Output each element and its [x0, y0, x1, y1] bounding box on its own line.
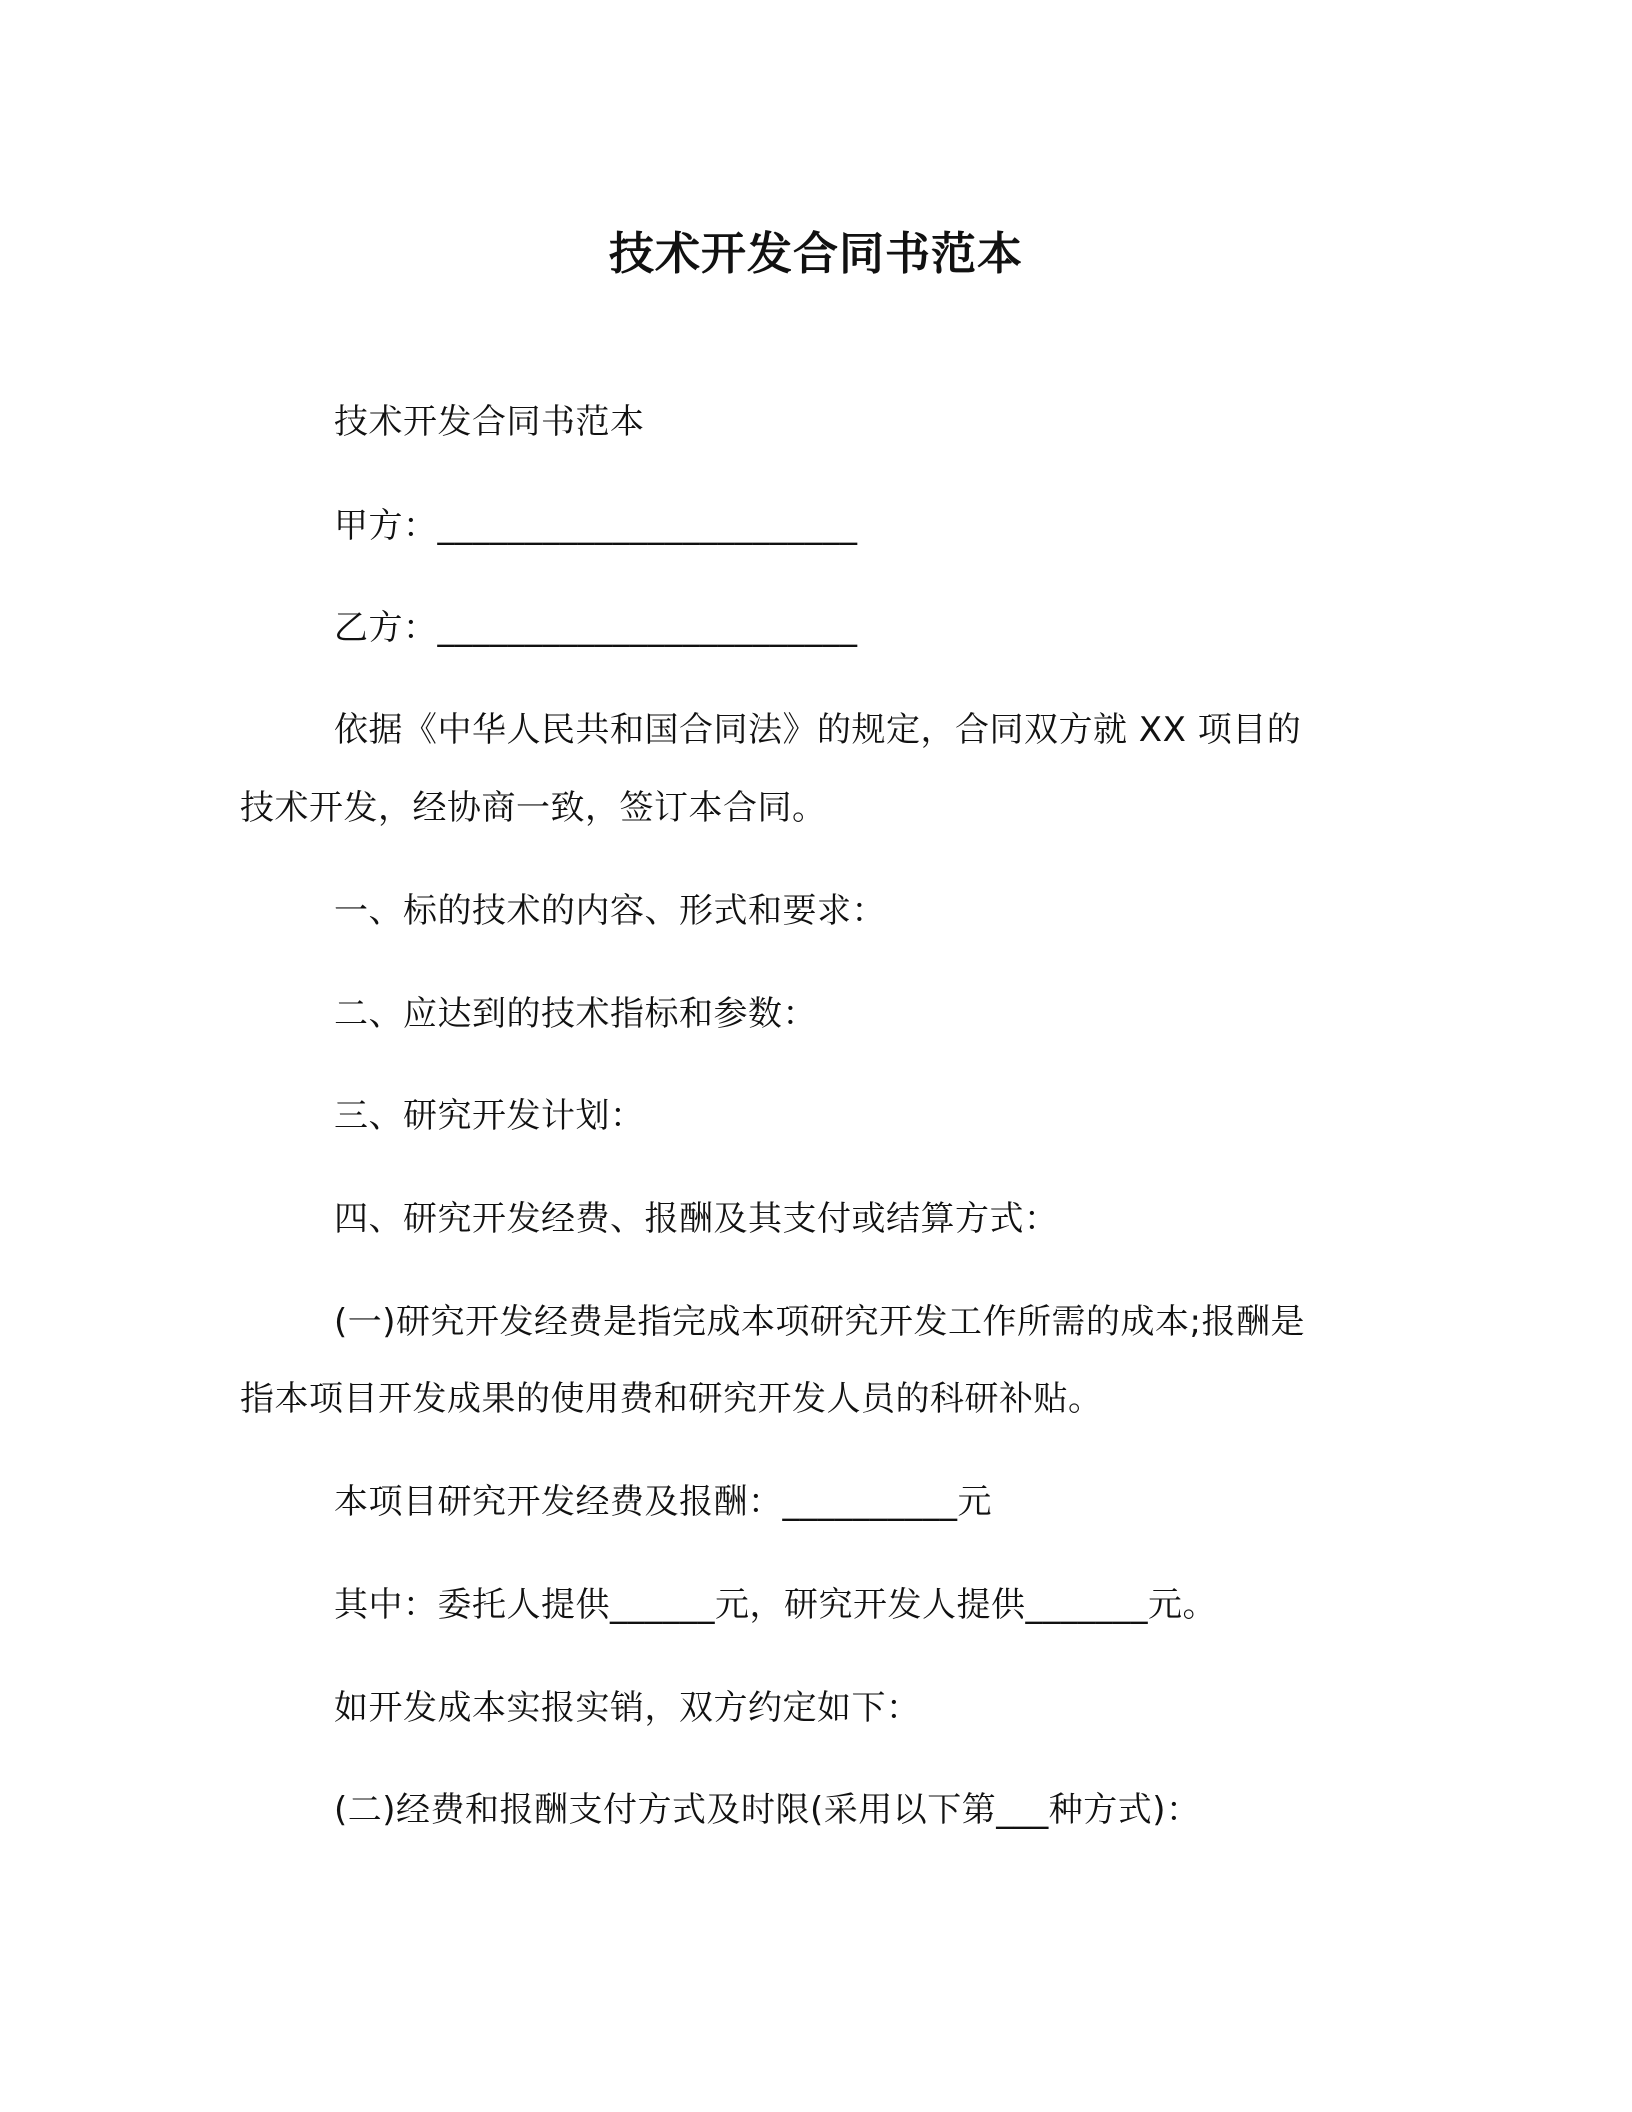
section-2-heading: 二、应达到的技术指标和参数： — [334, 994, 817, 1034]
reimbursement-line: 如开发成本实报实销，双方约定如下： — [334, 1688, 921, 1728]
section-3-heading: 三、研究开发计划： — [334, 1096, 645, 1136]
fee-total-line: 本项目研究开发经费及报酬：__________元 — [334, 1482, 992, 1522]
section-4-heading: 四、研究开发经费、报酬及其支付或结算方式： — [334, 1199, 1059, 1239]
document-title: 技术开发合同书范本 — [608, 227, 1023, 280]
item-1-line-1: (一)研究开发经费是指完成本项研究开发工作所需的成本;报酬是 — [334, 1302, 1305, 1342]
basis-paragraph-line-2: 技术开发，经协商一致，签订本合同。 — [240, 788, 827, 828]
party-b-line: 乙方：________________________ — [334, 608, 858, 648]
basis-paragraph-line-1: 依据《中华人民共和国合同法》的规定，合同双方就 XX 项目的 — [334, 710, 1302, 750]
section-1-heading: 一、标的技术的内容、形式和要求： — [334, 891, 886, 931]
fee-split-line: 其中：委托人提供______元，研究开发人提供_______元。 — [334, 1585, 1217, 1625]
item-2-line: (二)经费和报酬支付方式及时限(采用以下第___种方式)： — [334, 1790, 1201, 1830]
subtitle-line: 技术开发合同书范本 — [334, 402, 645, 442]
party-a-line: 甲方：________________________ — [334, 506, 858, 546]
item-1-line-2: 指本项目开发成果的使用费和研究开发人员的科研补贴。 — [240, 1379, 1103, 1419]
